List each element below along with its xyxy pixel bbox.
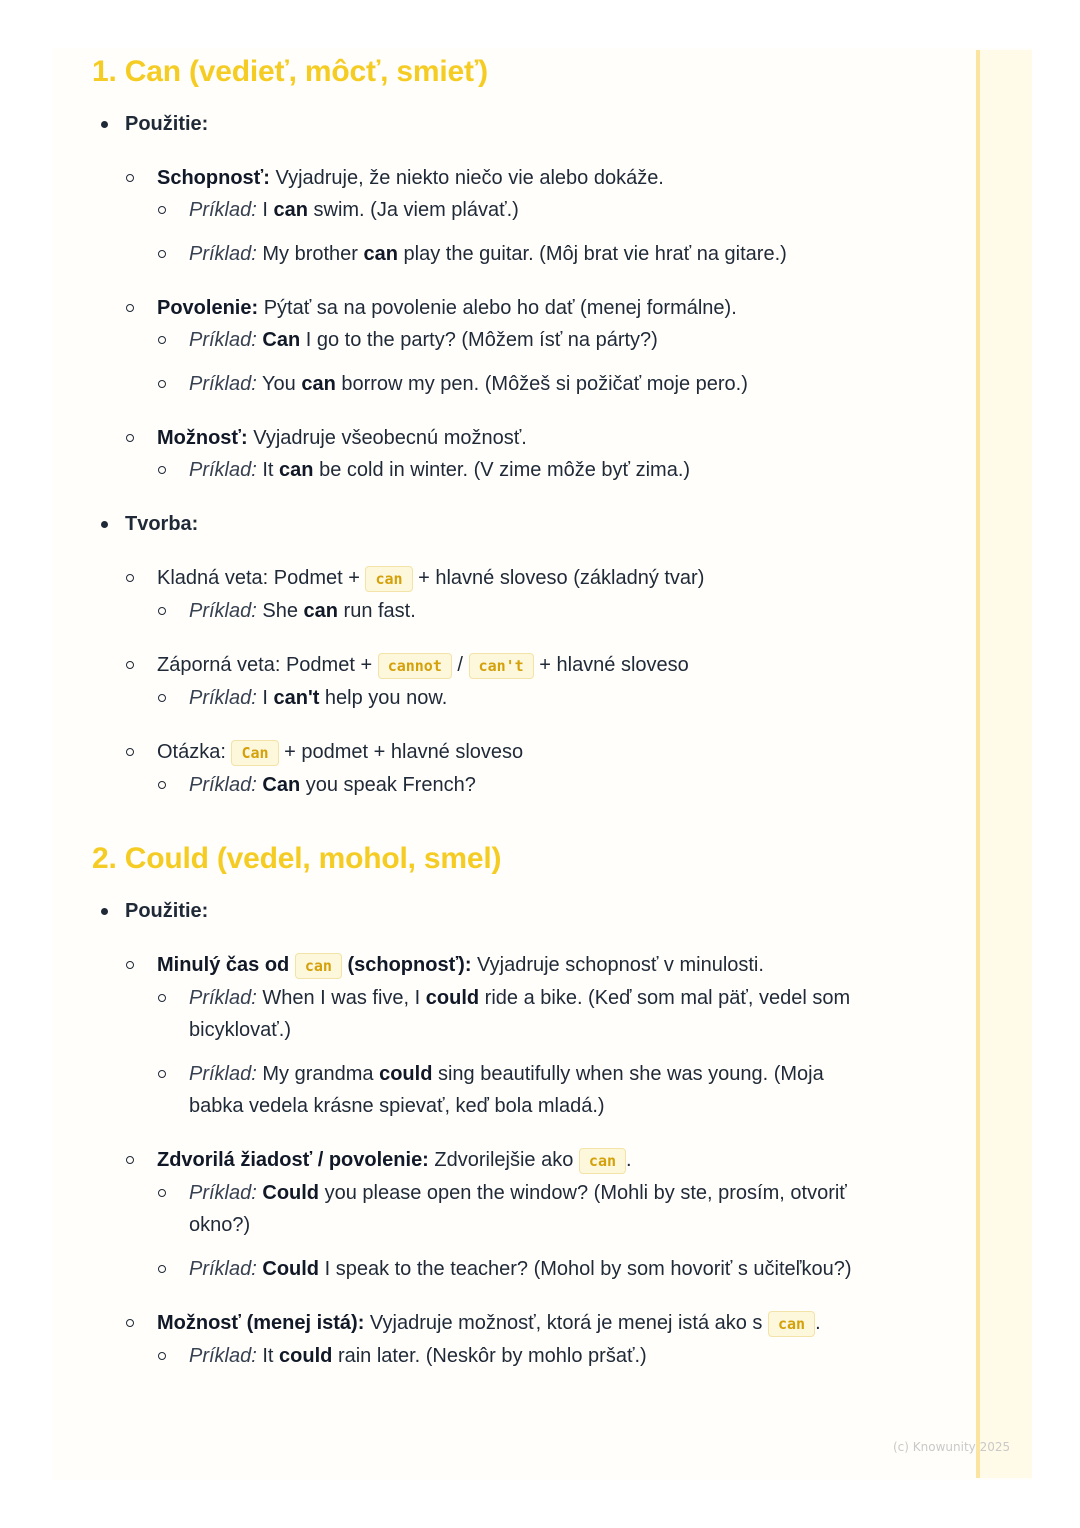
bold-term: Povolenie: (157, 297, 259, 319)
document-content (92, 50, 852, 1372)
bold-term: Could (262, 1258, 320, 1280)
group-item (92, 508, 852, 801)
example-label: Príklad: (189, 459, 257, 481)
group-label: Tvorba: (125, 513, 199, 535)
text-run: You (256, 373, 302, 395)
text-run: run fast. (337, 600, 416, 622)
code-keyword: can't (469, 653, 534, 679)
text-run: . (626, 1149, 632, 1171)
code-keyword: can (295, 953, 342, 979)
text-run: Pýtať sa na povolenie alebo ho dať (menej formálne). (258, 297, 737, 319)
code-keyword: cannot (378, 653, 452, 679)
code-keyword: can (768, 1311, 815, 1337)
example-item (157, 1253, 852, 1285)
rule-text (157, 292, 852, 324)
code-keyword: Can (231, 740, 278, 766)
bold-term: can (363, 243, 398, 265)
example-label: Príklad: (189, 687, 257, 709)
bold-term: Could (262, 1182, 320, 1204)
example-item (157, 454, 852, 486)
text-run: My grandma (256, 1063, 380, 1085)
rule-item (125, 736, 852, 801)
group-item (92, 895, 852, 1372)
text-run: I (256, 687, 274, 709)
section-heading: 1. Can (vedieť, môcť, smieť) (92, 55, 488, 88)
rule-item (125, 292, 852, 400)
example-item (157, 769, 852, 801)
bold-term: Možnosť: (157, 427, 248, 449)
text-run: help you now. (319, 687, 448, 709)
text-run: Záporná veta: Podmet + (157, 654, 378, 676)
section-list (92, 895, 852, 1372)
text-run: . (815, 1312, 821, 1334)
bold-term: Can (262, 329, 301, 351)
example-label: Príklad: (189, 1063, 257, 1085)
bold-term: could (425, 987, 480, 1009)
example-label: Príklad: (189, 600, 257, 622)
bold-term: Zdvorilá žiadosť / povolenie: (157, 1149, 429, 1171)
text-run: play the guitar. (Môj brat vie hrať na gitare.) (397, 243, 787, 265)
rule-text (157, 1307, 852, 1340)
text-run: I speak to the teacher? (Mohol by som hovoriť s učiteľkou?) (319, 1258, 852, 1280)
rule-text (157, 736, 852, 769)
text-run: Vyjadruje, že niekto niečo vie alebo dokáže. (269, 167, 664, 189)
section-list (92, 108, 852, 801)
group-item (92, 108, 852, 486)
rule-list (125, 949, 852, 1372)
example-label: Príklad: (189, 774, 257, 796)
bold-term: can (279, 459, 314, 481)
example-item (157, 982, 852, 1046)
example-list (157, 1177, 852, 1285)
example-item (157, 1177, 852, 1241)
text-run: When I was five, I (256, 987, 426, 1009)
rule-list (125, 162, 852, 486)
example-list (157, 194, 852, 270)
bold-term: Minulý čas od (157, 954, 295, 976)
rule-item (125, 949, 852, 1122)
example-item (157, 194, 852, 226)
example-label: Príklad: (189, 199, 257, 221)
bold-term: can (301, 373, 336, 395)
text-run: ride a bike. (Keď som mal päť, vedel som bicyklovať.) (189, 987, 851, 1041)
rule-item (125, 562, 852, 627)
bold-term: (schopnosť): (341, 954, 472, 976)
example-list (157, 769, 852, 801)
example-item (157, 595, 852, 627)
example-item (157, 238, 852, 270)
bold-term: can't (273, 687, 320, 709)
text-run: sing beautifully when she was young. (Moja babka vedela krásne spievať, keď bola mladá.) (189, 1063, 824, 1117)
side-margin-rule (976, 50, 980, 1478)
copyright-footer: (c) Knowunity 2025 (893, 1440, 1011, 1454)
rule-item (125, 162, 852, 270)
rule-item (125, 422, 852, 486)
text-run: I go to the party? (Môžem ísť na párty?) (300, 329, 658, 351)
example-label: Príklad: (189, 1258, 257, 1280)
example-item (157, 368, 852, 400)
text-run: Zdvorilejšie ako (428, 1149, 579, 1171)
example-list (157, 324, 852, 400)
text-run: + podmet + hlavné sloveso (278, 741, 524, 763)
text-run: My brother (256, 243, 364, 265)
text-run: I (256, 199, 274, 221)
example-item (157, 324, 852, 356)
rule-item (125, 1144, 852, 1285)
text-run: be cold in winter. (V zime môže byť zima.) (313, 459, 691, 481)
example-label: Príklad: (189, 987, 257, 1009)
text-run: She (256, 600, 304, 622)
text-run: Kladná veta: Podmet + (157, 567, 366, 589)
example-label: Príklad: (189, 373, 257, 395)
rule-text (157, 162, 852, 194)
code-keyword: can (579, 1148, 626, 1174)
example-label: Príklad: (189, 329, 257, 351)
text-run: / (451, 654, 469, 676)
example-list (157, 454, 852, 486)
bold-term: could (379, 1063, 433, 1085)
text-run: + hlavné sloveso (533, 654, 689, 676)
example-list (157, 1340, 852, 1372)
bold-term: could (279, 1345, 333, 1367)
rule-item (125, 649, 852, 714)
example-item (157, 1340, 852, 1372)
example-label: Príklad: (189, 1182, 257, 1204)
rule-text (157, 562, 852, 595)
text-run: It (256, 1345, 280, 1367)
group-label: Použitie: (125, 900, 209, 922)
text-run: you please open the window? (Mohli by ste, prosím, otvoriť okno?) (189, 1182, 847, 1236)
bold-term: Možnosť (menej istá): (157, 1312, 365, 1334)
bold-term: can (303, 600, 338, 622)
text-run: Vyjadruje schopnosť v minulosti. (471, 954, 764, 976)
bold-term: Schopnosť: (157, 167, 270, 189)
text-run: swim. (Ja viem plávať.) (307, 199, 519, 221)
text-run: Otázka: (157, 741, 232, 763)
example-list (157, 595, 852, 627)
text-run: Vyjadruje všeobecnú možnosť. (247, 427, 527, 449)
text-run: It (256, 459, 280, 481)
example-label: Príklad: (189, 1345, 257, 1367)
example-item (157, 682, 852, 714)
bold-term: Can (262, 774, 301, 796)
rule-item (125, 1307, 852, 1372)
rule-text (157, 422, 852, 454)
text-run: borrow my pen. (Môžeš si požičať moje pero.) (335, 373, 748, 395)
text-run: you speak French? (300, 774, 476, 796)
text-run: rain later. (Neskôr by mohlo pršať.) (332, 1345, 647, 1367)
rule-text (157, 949, 852, 982)
example-list (157, 682, 852, 714)
example-list (157, 982, 852, 1122)
bold-term: can (273, 199, 308, 221)
example-label: Príklad: (189, 243, 257, 265)
code-keyword: can (365, 566, 412, 592)
text-run: Vyjadruje možnosť, ktorá je menej istá ako s (364, 1312, 768, 1334)
example-item (157, 1058, 852, 1122)
section-heading: 2. Could (vedel, mohol, smel) (92, 842, 502, 875)
rule-text (157, 1144, 852, 1177)
rule-text (157, 649, 852, 682)
text-run: + hlavné sloveso (základný tvar) (412, 567, 705, 589)
group-label: Použitie: (125, 113, 209, 135)
rule-list (125, 562, 852, 801)
side-margin-band (980, 50, 1032, 1478)
